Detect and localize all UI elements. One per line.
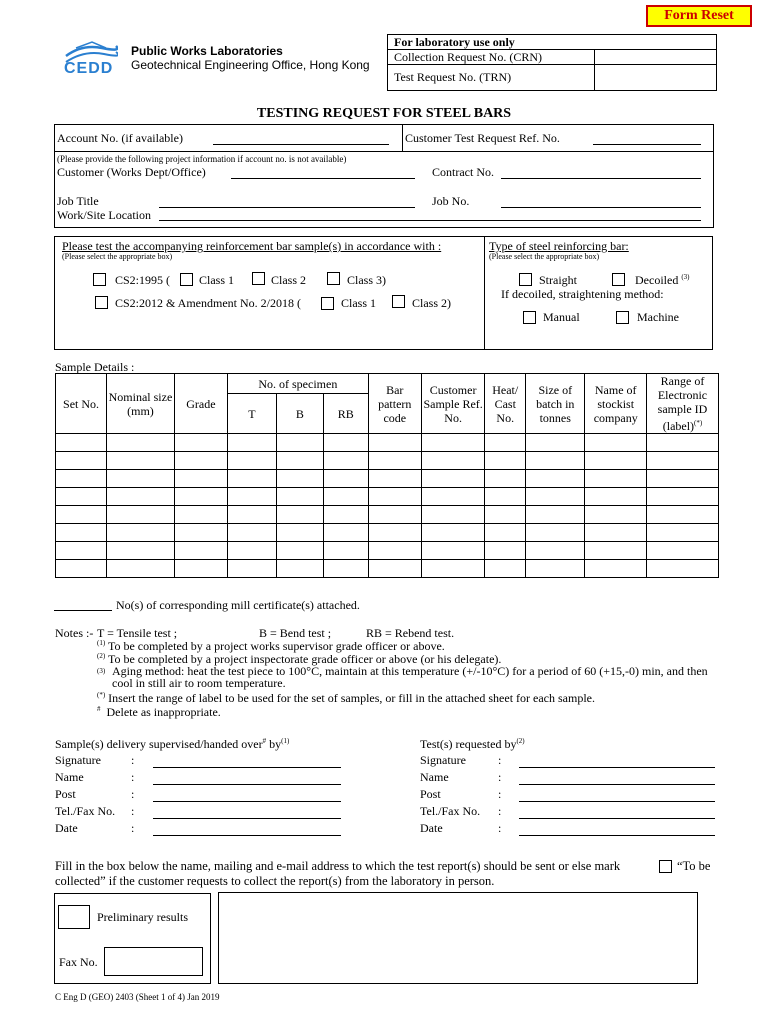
table-row[interactable] [56, 542, 719, 560]
lab-use-title: For laboratory use only [388, 35, 717, 50]
straightening-label: If decoiled, straightening method: [501, 287, 664, 301]
machine-label: Machine [637, 310, 679, 324]
table-row[interactable] [56, 506, 719, 524]
table-row[interactable] [56, 452, 719, 470]
delivery-tel-input[interactable] [153, 818, 341, 819]
crn-label: Collection Request No. (CRN) [388, 50, 595, 65]
form-reset-label: Form Reset [664, 8, 734, 23]
cs2012-class2-label: Class 2) [412, 296, 451, 310]
cs1995-class1-checkbox[interactable] [180, 273, 193, 286]
cs2012-class2-checkbox[interactable] [392, 295, 405, 308]
delivery-post-input[interactable] [153, 801, 341, 802]
requested-colon: : [498, 821, 502, 835]
notes-prefix: Notes :- [55, 626, 94, 640]
org-office: Geotechnical Engineering Office, Hong Kong [131, 58, 370, 72]
job-title-label: Job Title [57, 194, 99, 208]
test-standard-box [54, 236, 713, 350]
delivery-name-label: Name [55, 770, 84, 784]
bar-type-note: (Please select the appropriate box) [489, 252, 600, 261]
note-5: # Delete as inappropriate. [97, 705, 221, 719]
col-b: B [276, 394, 323, 434]
note-2: $^{(2)}$ To be completed by a project inspectorate grade officer or above (or his delegate). [97, 652, 502, 666]
account-input[interactable] [213, 144, 389, 145]
delivery-colon: : [131, 804, 135, 818]
cs1995-label: CS2:1995 ( [115, 273, 171, 287]
delivery-date-label: Date [55, 821, 78, 835]
col-t: T [227, 394, 276, 434]
decoiled-label: Decoiled $^{(3)}$ [635, 273, 690, 287]
cs1995-class2-label: Class 2 [271, 273, 307, 287]
requested-date-label: Date [420, 821, 443, 835]
report-address-box[interactable] [218, 892, 698, 984]
job-title-input[interactable] [159, 207, 415, 208]
standard-note: (Please select the appropriate box) [62, 252, 173, 261]
report-instruction-c: collected” if the customer requests to collect the report(s) from the laboratory in person. [55, 874, 495, 888]
project-info-box [54, 124, 714, 228]
site-input[interactable] [159, 220, 701, 221]
requested-colon: : [498, 804, 502, 818]
machine-checkbox[interactable] [616, 311, 629, 324]
delivery-signature-label: Signature [55, 753, 101, 767]
table-row[interactable] [56, 560, 719, 578]
requested-colon: : [498, 787, 502, 801]
form-code: C Eng D (GEO) 2403 (Sheet 1 of 4) Jan 2019 [55, 992, 220, 1002]
sample-rows [56, 434, 719, 578]
note-3: Aging method: heat the test piece to 100°C, maintain at this temperature (+/-10°C) for a period of 60 (+15,-0) min, and then cool in still air to room temperature. [112, 664, 708, 690]
col-grade: Grade [174, 374, 227, 434]
requested-name-label: Name [420, 770, 449, 784]
delivery-date-input[interactable] [153, 835, 341, 836]
col-specimen: No. of specimen [227, 374, 368, 394]
preliminary-checkbox[interactable] [58, 905, 90, 929]
requested-date-input[interactable] [519, 835, 715, 836]
requested-heading: Test(s) requested $by^{(2)}$ [420, 737, 525, 751]
straight-label: Straight [539, 273, 577, 287]
requested-colon: : [498, 753, 502, 767]
report-instruction-b: “To be [677, 859, 711, 873]
note-tensile: T = Tensile test ; [97, 626, 178, 640]
delivery-colon: : [131, 770, 135, 784]
table-row[interactable] [56, 488, 719, 506]
col-batch-size: Size of batch in tonnes [526, 374, 585, 434]
cedd-logo [62, 40, 118, 78]
cs1995-class3-checkbox[interactable] [327, 272, 340, 285]
requested-signature-input[interactable] [519, 767, 715, 768]
site-label: Work/Site Location [57, 208, 152, 222]
trn-label: Test Request No. (TRN) [388, 65, 595, 91]
requested-tel-input[interactable] [519, 818, 715, 819]
customer-ref-label: Customer Test Request Ref. No. [405, 131, 560, 145]
note-rebend: RB = Rebend test. [366, 626, 455, 640]
col-rb: RB [323, 394, 368, 434]
standard-heading: Please test the accompanying reinforcement bar sample(s) in accordance with : [62, 239, 442, 253]
delivery-name-input[interactable] [153, 784, 341, 785]
delivery-post-label: Post [55, 787, 76, 801]
requested-name-input[interactable] [519, 784, 715, 785]
cs1995-checkbox[interactable] [93, 273, 106, 286]
preliminary-label: Preliminary results [97, 910, 188, 924]
sample-details-table [55, 373, 719, 578]
col-customer-ref: Customer Sample Ref. No. [421, 374, 485, 434]
preliminary-box [54, 893, 211, 984]
note-3-mark: (3) [97, 667, 106, 675]
delivery-colon: : [131, 821, 135, 835]
cs2012-checkbox[interactable] [95, 296, 108, 309]
mill-cert-label: No(s) of corresponding mill certificate(s) attached. [116, 598, 360, 612]
requested-signature-label: Signature [420, 753, 466, 767]
requested-post-input[interactable] [519, 801, 715, 802]
customer-input[interactable] [231, 178, 415, 179]
col-heat-cast: Heat/ Cast No. [485, 374, 526, 434]
delivery-colon: : [131, 753, 135, 767]
report-instruction-a: Fill in the box below the name, mailing and e-mail address to which the test report(s) should be sent or else mark [55, 859, 621, 873]
lab-use-table [387, 34, 717, 91]
delivery-signature-input[interactable] [153, 767, 341, 768]
delivery-heading: Sample(s) delivery supervised/handed over# $by^{(1)}$ [55, 737, 290, 751]
fax-label: Fax No. [59, 955, 98, 969]
job-no-input[interactable] [501, 207, 701, 208]
col-set-no: Set No. [56, 374, 107, 434]
cs2012-class1-label: Class 1 [341, 296, 377, 310]
cs1995-class3-label: Class 3) [347, 273, 386, 287]
form-title: TESTING REQUEST FOR STEEL BARS [256, 106, 512, 121]
cs1995-class1-label: Class 1 [199, 273, 235, 287]
table-row[interactable] [56, 524, 719, 542]
delivery-tel-label: Tel./Fax No. [55, 804, 116, 818]
trn-field[interactable] [595, 65, 717, 91]
manual-label: Manual [543, 310, 580, 324]
col-nominal-size: Nominal size (mm) [107, 374, 175, 434]
decoiled-checkbox[interactable] [612, 273, 625, 286]
customer-ref-input[interactable] [593, 144, 701, 145]
manual-checkbox[interactable] [523, 311, 536, 324]
cs2012-class1-checkbox[interactable] [321, 297, 334, 310]
note-1: $^{(1)}$ To be completed by a project works supervisor grade officer or above. [97, 639, 445, 653]
col-stockist: Name of stockist company [585, 374, 647, 434]
col-bar-pattern: Bar pattern code [368, 374, 421, 434]
project-instruction: (Please provide the following project information if account no. is not available) [57, 154, 347, 164]
crn-field[interactable] [595, 50, 717, 65]
contract-input[interactable] [501, 178, 701, 179]
account-label: Account No. (if available) [57, 131, 183, 145]
col-range-label: Range of Electronic sample ID (label)(*) [646, 374, 718, 434]
customer-label: Customer (Works Dept/Office) [57, 165, 206, 179]
note-4: (*) Insert the range of label to be used for the set of samples, or fill in the attached sheet for each sample. [97, 691, 595, 705]
delivery-colon: : [131, 787, 135, 801]
sample-details-label: Sample Details : [55, 360, 135, 374]
org-name: Public Works Laboratories [131, 44, 283, 58]
table-row[interactable] [56, 434, 719, 452]
requested-post-label: Post [420, 787, 441, 801]
note-bend: B = Bend test ; [259, 626, 332, 640]
table-row[interactable] [56, 470, 719, 488]
cs2012-label: CS2:2012 & Amendment No. 2/2018 ( [115, 296, 301, 310]
logo-text: CEDD [64, 60, 114, 77]
contract-label: Contract No. [432, 165, 494, 179]
job-no-label: Job No. [432, 194, 470, 208]
cs1995-class2-checkbox[interactable] [252, 272, 265, 285]
bar-type-heading: Type of steel reinforcing bar: [489, 239, 629, 253]
form-reset-button[interactable] [646, 5, 752, 27]
fax-input[interactable] [104, 947, 203, 976]
requested-tel-label: Tel./Fax No. [420, 804, 481, 818]
to-be-collected-checkbox[interactable] [659, 860, 672, 873]
requested-colon: : [498, 770, 502, 784]
mill-cert-input[interactable] [54, 610, 112, 611]
straight-checkbox[interactable] [519, 273, 532, 286]
